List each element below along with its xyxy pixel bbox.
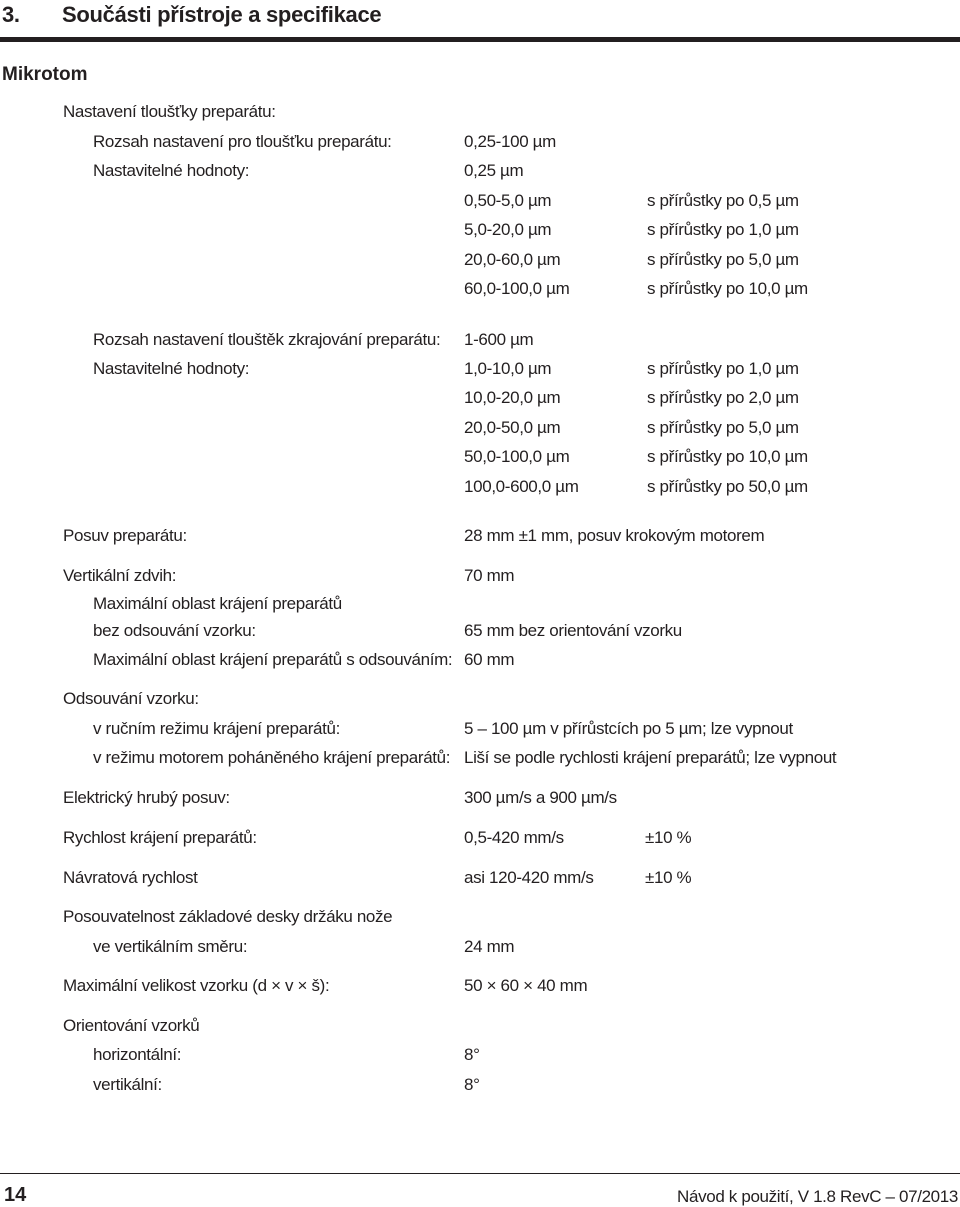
spec-line: 50 × 60 × 40 mm	[464, 976, 588, 995]
spec-line: s přírůstky po 1,0 µm	[647, 220, 799, 239]
spec-line: Nastavitelné hodnoty:	[93, 161, 250, 180]
spec-line: ±10 %	[645, 868, 692, 887]
spec-line: 60,0-100,0 µm	[464, 279, 570, 298]
spec-line: s přírůstky po 2,0 µm	[647, 388, 799, 407]
spec-line: ve vertikálním směru:	[93, 937, 248, 956]
spec-line: 0,50-5,0 µm	[464, 191, 552, 210]
spec-line: 300 µm/s a 900 µm/s	[464, 788, 617, 807]
spec-line: Návratová rychlost	[63, 868, 198, 887]
spec-line: 8°	[464, 1045, 480, 1064]
spec-line: asi 120-420 mm/s	[464, 868, 594, 887]
spec-line: s přírůstky po 10,0 µm	[647, 279, 808, 298]
footer-rule	[0, 1173, 960, 1174]
header-rule	[0, 37, 960, 42]
spec-line: Maximální oblast krájení preparátů s odsouváním:	[93, 650, 453, 669]
spec-line: s přírůstky po 5,0 µm	[647, 250, 799, 269]
spec-line: 5 – 100 µm v přírůstcích po 5 µm; lze vypnout	[464, 719, 793, 738]
spec-line: bez odsouvání vzorku:	[93, 621, 256, 640]
spec-line: Odsouvání vzorku:	[63, 689, 199, 708]
spec-line: Rozsah nastavení tlouštěk zkrajování preparátu:	[93, 330, 441, 349]
spec-line: 0,25-100 µm	[464, 132, 556, 151]
spec-line: Orientování vzorků	[63, 1016, 200, 1035]
section-title: Mikrotom	[2, 64, 88, 85]
spec-line: v režimu motorem poháněného krájení preparátů:	[93, 748, 451, 767]
spec-line: Liší se podle rychlosti krájení preparátů; lze vypnout	[464, 748, 837, 767]
spec-line: 8°	[464, 1075, 480, 1094]
spec-line: Maximální oblast krájení preparátů	[93, 594, 342, 613]
footer-document-title: Návod k použití, V 1.8 RevC – 07/2013	[677, 1187, 958, 1206]
spec-line: 10,0-20,0 µm	[464, 388, 561, 407]
spec-line: 50,0-100,0 µm	[464, 447, 570, 466]
spec-line: 28 mm ±1 mm, posuv krokovým motorem	[464, 526, 765, 545]
spec-line: ±10 %	[645, 828, 692, 847]
spec-line: horizontální:	[93, 1045, 182, 1064]
spec-line: 65 mm bez orientování vzorku	[464, 621, 682, 640]
spec-line: 0,5-420 mm/s	[464, 828, 564, 847]
spec-line: s přírůstky po 1,0 µm	[647, 359, 799, 378]
spec-line: 20,0-60,0 µm	[464, 250, 561, 269]
spec-line: s přírůstky po 0,5 µm	[647, 191, 799, 210]
spec-line: 1-600 µm	[464, 330, 534, 349]
spec-line: Rozsah nastavení pro tloušťku preparátu:	[93, 132, 392, 151]
spec-line: Vertikální zdvih:	[63, 566, 177, 585]
spec-line: 60 mm	[464, 650, 515, 669]
spec-line: Maximální velikost vzorku (d × v × š):	[63, 976, 330, 995]
spec-line: 5,0-20,0 µm	[464, 220, 552, 239]
spec-line: 0,25 µm	[464, 161, 524, 180]
spec-line: s přírůstky po 10,0 µm	[647, 447, 808, 466]
spec-line: 1,0-10,0 µm	[464, 359, 552, 378]
spec-line: 70 mm	[464, 566, 515, 585]
chapter-title: Součásti přístroje a specifikace	[62, 2, 382, 27]
spec-line: 24 mm	[464, 937, 515, 956]
chapter-heading	[2, 2, 381, 28]
spec-line: Posuv preparátu:	[63, 526, 187, 545]
spec-line: Rychlost krájení preparátů:	[63, 828, 257, 847]
spec-line: 100,0-600,0 µm	[464, 477, 579, 496]
chapter-number: 3.	[2, 2, 20, 27]
spec-line: s přírůstky po 5,0 µm	[647, 418, 799, 437]
spec-line: Posouvatelnost základové desky držáku nože	[63, 907, 393, 926]
spec-line: v ručním režimu krájení preparátů:	[93, 719, 340, 738]
spec-line: Nastavitelné hodnoty:	[93, 359, 250, 378]
spec-line: 20,0-50,0 µm	[464, 418, 561, 437]
spec-line: s přírůstky po 50,0 µm	[647, 477, 808, 496]
spec-line: Elektrický hrubý posuv:	[63, 788, 230, 807]
spec-line: Nastavení tloušťky preparátu:	[63, 102, 276, 121]
spec-line: vertikální:	[93, 1075, 162, 1094]
page-number: 14	[4, 1184, 27, 1206]
